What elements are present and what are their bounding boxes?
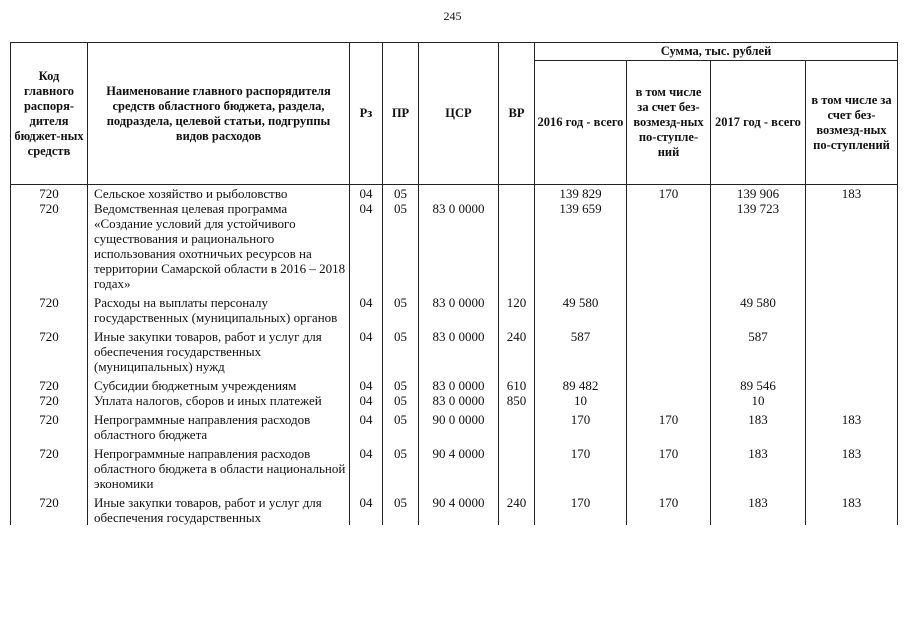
cell-vr: 120 (499, 291, 535, 325)
cell-2017-total: 183 (711, 408, 806, 442)
cell-pr: 05 (383, 325, 419, 374)
cell-vr (499, 442, 535, 491)
header-name: Наименование главного распорядителя средств областного бюджета, раздела, подраздела, целевой статьи, подгруппы видов расходов (88, 43, 350, 185)
cell-pr: 05 (383, 374, 419, 393)
cell-2017-free (806, 291, 898, 325)
cell-vr: 240 (499, 491, 535, 525)
header-rz: Рз (350, 43, 383, 185)
cell-pr: 05 (383, 393, 419, 408)
cell-2016-free (627, 374, 711, 393)
cell-rz: 04 (350, 201, 383, 291)
cell-vr (499, 201, 535, 291)
cell-vr: 240 (499, 325, 535, 374)
cell-2016-total: 49 580 (535, 291, 627, 325)
cell-2016-free: 170 (627, 408, 711, 442)
table-body (11, 185, 898, 526)
cell-rz: 04 (350, 185, 383, 202)
cell-pr: 05 (383, 491, 419, 525)
cell-2016-free: 170 (627, 185, 711, 202)
cell-2017-total: 10 (711, 393, 806, 408)
cell-pr: 05 (383, 291, 419, 325)
cell-2017-free: 183 (806, 408, 898, 442)
header-csr: ЦСР (419, 43, 499, 185)
cell-name: Субсидии бюджетным учреждениям (88, 374, 350, 393)
cell-rz: 04 (350, 374, 383, 393)
header-2016-free: в том числе за счет без-возмезд-ных по-ступле-ний (627, 61, 711, 185)
cell-2016-free (627, 201, 711, 291)
cell-pr: 05 (383, 185, 419, 202)
table-row (11, 491, 898, 525)
cell-2017-total: 139 723 (711, 201, 806, 291)
cell-name: Расходы на выплаты персоналу государственных (муниципальных) органов (88, 291, 350, 325)
cell-2016-total: 170 (535, 491, 627, 525)
cell-2017-free: 183 (806, 442, 898, 491)
table-row (11, 393, 898, 408)
cell-2017-free (806, 325, 898, 374)
cell-2017-free: 183 (806, 491, 898, 525)
cell-2017-total: 89 546 (711, 374, 806, 393)
header-2016-total: 2016 год - всего (535, 61, 627, 185)
cell-2016-total: 10 (535, 393, 627, 408)
cell-code: 720 (11, 325, 88, 374)
cell-csr: 83 0 0000 (419, 393, 499, 408)
cell-2016-total: 170 (535, 442, 627, 491)
table-header (11, 43, 898, 185)
cell-2017-total: 49 580 (711, 291, 806, 325)
header-code: Код главного распоря-дителя бюджет-ных средств (11, 43, 88, 185)
page-number: 245 (443, 9, 462, 23)
cell-name: Непрограммные направления расходов областного бюджета в области национальной экономики (88, 442, 350, 491)
cell-name: Иные закупки товаров, работ и услуг для обеспечения государственных (88, 491, 350, 525)
header-sum: Сумма, тыс. рублей (535, 43, 898, 61)
cell-code: 720 (11, 491, 88, 525)
cell-2017-free (806, 201, 898, 291)
cell-code: 720 (11, 291, 88, 325)
cell-code: 720 (11, 374, 88, 393)
cell-2016-total: 587 (535, 325, 627, 374)
cell-name: Ведомственная целевая программа «Создание условий для устойчивого существования и рационального использования охотничьих ресурсов на территории Самарской области в 2016 – 2018 годах» (88, 201, 350, 291)
cell-2016-total: 139 659 (535, 201, 627, 291)
cell-code: 720 (11, 185, 88, 202)
cell-vr: 850 (499, 393, 535, 408)
cell-rz: 04 (350, 442, 383, 491)
cell-2017-free (806, 393, 898, 408)
header-2017-free: в том числе за счет без-возмезд-ных по-ступлений (806, 61, 898, 185)
cell-2017-total: 139 906 (711, 185, 806, 202)
cell-2016-free: 170 (627, 491, 711, 525)
cell-code: 720 (11, 442, 88, 491)
cell-2016-free (627, 393, 711, 408)
cell-2017-free: 183 (806, 185, 898, 202)
header-pr: ПР (383, 43, 419, 185)
cell-2016-free: 170 (627, 442, 711, 491)
cell-2016-total: 139 829 (535, 185, 627, 202)
cell-pr: 05 (383, 442, 419, 491)
cell-code: 720 (11, 393, 88, 408)
cell-2016-free (627, 325, 711, 374)
table-row (11, 374, 898, 393)
cell-vr (499, 185, 535, 202)
cell-pr: 05 (383, 408, 419, 442)
cell-pr: 05 (383, 201, 419, 291)
cell-vr (499, 408, 535, 442)
cell-rz: 04 (350, 491, 383, 525)
cell-code: 720 (11, 201, 88, 291)
table-row (11, 325, 898, 374)
header-vr: ВР (499, 43, 535, 185)
cell-2016-total: 170 (535, 408, 627, 442)
cell-csr: 83 0 0000 (419, 291, 499, 325)
cell-csr: 90 4 0000 (419, 442, 499, 491)
cell-vr: 610 (499, 374, 535, 393)
table-row (11, 408, 898, 442)
header-2017-total: 2017 год - всего (711, 61, 806, 185)
table-row (11, 442, 898, 491)
cell-name: Уплата налогов, сборов и иных платежей (88, 393, 350, 408)
table-row (11, 185, 898, 202)
cell-2017-total: 183 (711, 442, 806, 491)
cell-csr: 83 0 0000 (419, 374, 499, 393)
cell-2017-total: 183 (711, 491, 806, 525)
budget-table (10, 42, 898, 525)
cell-2017-free (806, 374, 898, 393)
cell-2016-total: 89 482 (535, 374, 627, 393)
cell-csr (419, 185, 499, 202)
cell-name: Непрограммные направления расходов областного бюджета (88, 408, 350, 442)
cell-rz: 04 (350, 325, 383, 374)
cell-csr: 83 0 0000 (419, 325, 499, 374)
cell-rz: 04 (350, 393, 383, 408)
cell-2017-total: 587 (711, 325, 806, 374)
cell-code: 720 (11, 408, 88, 442)
cell-csr: 90 0 0000 (419, 408, 499, 442)
cell-name: Сельское хозяйство и рыболовство (88, 185, 350, 202)
table-row (11, 291, 898, 325)
table-row (11, 201, 898, 291)
cell-rz: 04 (350, 408, 383, 442)
cell-rz: 04 (350, 291, 383, 325)
cell-name: Иные закупки товаров, работ и услуг для обеспечения государственных (муниципальных) нужд (88, 325, 350, 374)
cell-csr: 83 0 0000 (419, 201, 499, 291)
cell-2016-free (627, 291, 711, 325)
cell-csr: 90 4 0000 (419, 491, 499, 525)
